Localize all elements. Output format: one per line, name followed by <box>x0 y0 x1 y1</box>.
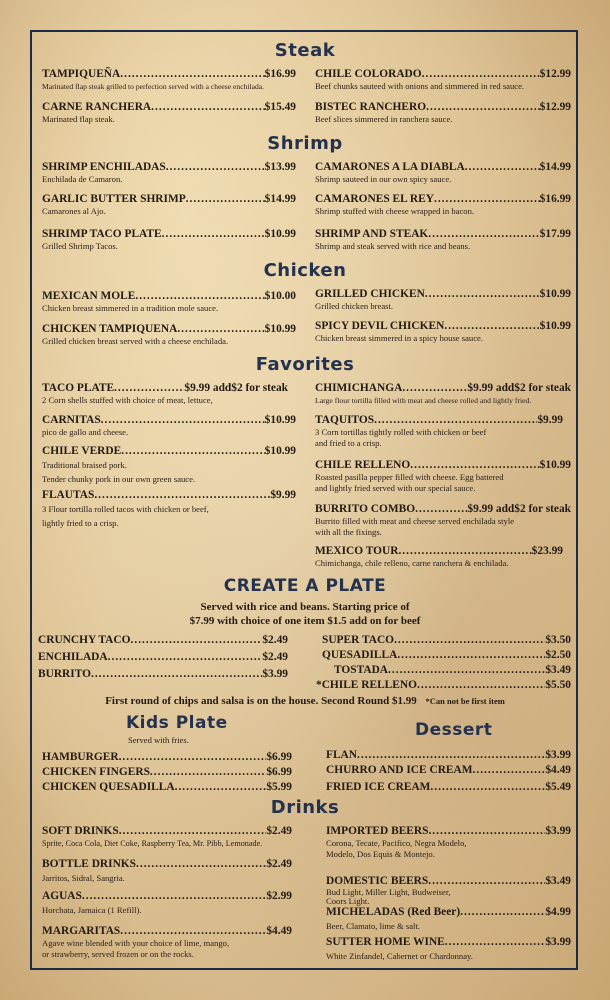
item-price: $6.99 <box>266 751 292 763</box>
item-name: SHRIMP TACO PLATE <box>42 228 162 240</box>
item-description: Enchilada de Camaron. <box>42 174 123 184</box>
menu-item-burrito <box>38 668 288 681</box>
item-price: $3.49 <box>545 664 571 676</box>
item-description: Agave wine blended with your choice of lime, mango, <box>42 938 230 948</box>
menu-item-bottle-drinks <box>42 858 292 884</box>
item-name: CHICKEN QUESADILLA <box>42 781 175 793</box>
item-description: Marinated flap steak. <box>42 114 115 124</box>
menu-item-chile-colorado <box>315 68 571 92</box>
item-name: SPICY DEVIL CHICKEN <box>315 320 445 332</box>
item-description: 2 Corn shells stuffed with choice of meat, lettuce, <box>42 395 213 405</box>
item-description: 3 Flour tortilla rolled tacos with chicken or beef, <box>42 504 209 514</box>
item-name: SHRIMP AND STEAK <box>315 228 429 240</box>
item-price: $9.99 add$2 for steak <box>467 382 571 394</box>
menu-item-mexico-tour <box>315 545 563 569</box>
not-first-note: *Can not be first item <box>425 696 505 706</box>
item-description: Beer, Clamato, lime & salt. <box>326 921 420 931</box>
menu-item-camarones-el-rey <box>315 193 571 217</box>
item-name: CHILE COLORADO <box>315 68 422 80</box>
item-description: 3 Corn tortillas tightly rolled with chicken or beef <box>315 427 487 437</box>
chips-note-text: First round of chips and salsa is on the house. Second Round $1.99 <box>105 695 417 707</box>
item-price: $9.99 <box>537 414 563 426</box>
section-heading-dessert: Dessert <box>415 720 493 740</box>
item-name: IMPORTED BEERS <box>326 825 429 837</box>
item-name: CAMARONES EL REY <box>315 193 434 205</box>
item-price: $17.99 <box>539 228 571 240</box>
item-description: White Zinfandel, Cabernet or Chardonnay. <box>326 951 473 961</box>
item-name: CHICKEN FINGERS <box>42 766 150 778</box>
menu-item-flautas <box>42 489 296 529</box>
item-name: MICHELADAS (Red Beer) <box>326 906 461 918</box>
item-description: Shrimp stuffed with cheese wrapped in bacon. <box>315 206 475 216</box>
menu-item-chile-relleno <box>315 459 571 494</box>
menu-item-taquitos <box>315 414 563 449</box>
menu-item-shrimp-enchiladas <box>42 161 296 185</box>
menu-item-tostada <box>334 664 571 677</box>
item-description: with all the fixings. <box>315 527 382 537</box>
item-description: Roasted pasilla pepper filled with cheese. Egg battered <box>315 472 504 482</box>
item-description: Chicken breast simmered in a spicy house sauce. <box>315 333 484 343</box>
item-price: $3.99 <box>545 936 571 948</box>
menu-item-spicy-devil-chicken <box>315 320 571 344</box>
item-price: $10.99 <box>539 459 571 471</box>
menu-item-carnitas <box>42 414 296 438</box>
item-description: Grilled chicken breast served with a cheese enchilada. <box>42 336 229 346</box>
item-name: BISTEC RANCHERO <box>315 101 427 113</box>
item-price: $2.99 <box>266 890 292 902</box>
menu-item-mexican-mole <box>42 290 296 314</box>
item-name: BURRITO COMBO <box>315 503 416 515</box>
menu-item-burrito-combo <box>315 503 571 538</box>
menu-item-chicken-tampiquena <box>42 323 296 347</box>
create-plate-intro: $7.99 with choice of one item $1.5 add on for beef <box>189 615 421 627</box>
menu-item-chicken-quesadilla <box>42 781 292 794</box>
item-name: CRUNCHY TACO <box>38 634 131 646</box>
section-heading-favorites: Favorites <box>255 354 355 375</box>
item-name: SUPER TACO <box>322 634 395 646</box>
item-description: Traditional braised pork. <box>42 460 127 470</box>
item-description: Beef slices simmered in ranchera sauce. <box>315 114 453 124</box>
item-price: $10.99 <box>264 445 296 457</box>
section-heading-kids-plate: Kids Plate <box>126 713 228 733</box>
item-price: $2.49 <box>266 825 292 837</box>
section-heading-shrimp: Shrimp <box>267 133 343 154</box>
section-heading-drinks: Drinks <box>270 797 340 818</box>
item-price: $3.99 <box>545 825 571 837</box>
item-name: CARNITAS <box>42 414 101 426</box>
item-price: $9.99 add$2 for steak <box>184 382 288 394</box>
menu-item-taco-plate <box>42 382 288 406</box>
item-name: MEXICO TOUR <box>315 545 399 557</box>
item-price: $5.99 <box>266 781 292 793</box>
menu-item-enchilada <box>38 651 288 664</box>
menu-item-grilled-chicken <box>315 288 571 312</box>
create-plate-intro: Served with rice and beans. Starting price of <box>200 601 410 613</box>
menu-item-aguas <box>42 890 292 916</box>
item-description: and lightly fried served with our special sauce. <box>315 483 476 493</box>
item-description: Chimichanga, chile relleno, carne ranchera & enchilada. <box>315 558 509 568</box>
item-price: $4.49 <box>545 764 571 776</box>
menu-item-margaritas <box>42 925 292 960</box>
item-price: $6.99 <box>266 766 292 778</box>
item-name: TOSTADA <box>334 664 389 676</box>
section-heading-steak: Steak <box>274 40 336 61</box>
menu-item-crunchy-taco <box>38 634 288 647</box>
menu-item-fried-ice-cream <box>326 781 571 794</box>
item-description: Shrimp and steak served with rice and beans. <box>315 241 471 251</box>
item-price: $3.99 <box>262 668 288 680</box>
menu-item-shrimp-taco-plate <box>42 228 296 252</box>
item-description: Grilled Shrimp Tacos. <box>42 241 118 251</box>
item-price: $2.49 <box>266 858 292 870</box>
item-price: $10.00 <box>264 290 296 302</box>
item-price: $23.99 <box>531 545 563 557</box>
item-price: $2.50 <box>545 649 571 661</box>
item-price: $12.99 <box>539 101 571 113</box>
item-name: ENCHILADA <box>38 651 108 663</box>
item-description: Chicken breast simmered in a tradition mole sauce. <box>42 303 219 313</box>
menu-item-tampiquena <box>42 68 296 92</box>
item-description: Marinated flap steak grilled to perfection served with a cheese enchilada. <box>42 82 265 91</box>
item-name: BURRITO <box>38 668 91 680</box>
item-name: QUESADILLA <box>322 649 398 661</box>
menu-item-domestic-beers <box>326 875 571 906</box>
menu-item-quesadilla <box>322 649 571 662</box>
item-price: $5.49 <box>545 781 571 793</box>
item-price: $5.50 <box>545 679 571 691</box>
item-name: CHILE RELLENO <box>315 459 411 471</box>
item-name: CHURRO AND ICE CREAM <box>326 764 473 776</box>
item-name: SOFT DRINKS <box>42 825 119 837</box>
menu-item-shrimp-and-steak <box>315 228 571 252</box>
item-price: $10.99 <box>264 323 296 335</box>
menu-item-bistec-ranchero <box>315 101 571 125</box>
item-name: TAMPIQUEÑA <box>42 68 121 80</box>
item-price: $3.99 <box>545 749 571 761</box>
item-description: Jarritos, Sidral, Sangria. <box>42 873 125 883</box>
item-price: $9.99 <box>270 489 296 501</box>
item-price: $14.99 <box>539 161 571 173</box>
item-name: GRILLED CHICKEN <box>315 288 425 300</box>
menu-item-camarones-diabla <box>315 161 571 185</box>
menu-item-sutter-home-wine <box>326 936 571 962</box>
menu-item-chimichanga <box>315 382 571 406</box>
item-description: lightly fried to a crisp. <box>42 518 119 528</box>
item-name: FLAUTAS <box>42 489 95 501</box>
menu-item-super-taco <box>322 634 571 647</box>
item-description: Modelo, Dos Equis & Montejo. <box>326 849 435 859</box>
item-price: $2.49 <box>262 651 288 663</box>
item-name: TACO PLATE <box>42 382 115 394</box>
item-name: MARGARITAS <box>42 925 121 937</box>
item-description: Large flour tortilla filled with meat and cheese rolled and lightly fried. <box>315 396 532 405</box>
item-description: Sprite, Coca Cola, Diet Coke, Raspberry Tea, Mr. Pibb, Lemonade. <box>42 839 263 848</box>
item-price: $10.99 <box>539 320 571 332</box>
item-description: Beef chunks sauteed with onions and simmered in red sauce. <box>315 81 525 91</box>
item-price: $12.99 <box>539 68 571 80</box>
item-price: $4.99 <box>545 906 571 918</box>
item-price: $13.99 <box>264 161 296 173</box>
item-description: Tender chunky pork in our own green sauce. <box>42 474 196 484</box>
item-name: GARLIC BUTTER SHRIMP <box>42 193 186 205</box>
menu-item-churro-ice-cream <box>326 764 571 777</box>
item-description: Horchata, Jamaica (1 Refill). <box>42 905 142 915</box>
menu-item-chile-relleno-addon <box>316 679 571 692</box>
menu-item-garlic-butter-shrimp <box>42 193 296 217</box>
item-name: HAMBURGER <box>42 751 119 763</box>
item-price: $9.99 add$2 for steak <box>467 503 571 515</box>
item-description: Shrimp sauteed in our own spicy sauce. <box>315 174 452 184</box>
kids-subtitle: Served with fries. <box>128 735 189 745</box>
menu-item-flan <box>326 749 571 762</box>
item-description: and fried to a crisp. <box>315 438 382 448</box>
item-price: $2.49 <box>262 634 288 646</box>
item-description: Corona, Tecate, Pacifico, Negra Modelo, <box>326 838 467 848</box>
chips-note <box>0 694 610 708</box>
item-name: FLAN <box>326 749 358 761</box>
item-price: $3.50 <box>545 634 571 646</box>
item-name: CHICKEN TAMPIQUENA <box>42 323 178 335</box>
item-name: AGUAS <box>42 890 82 902</box>
item-description: Coors Light. <box>326 896 370 906</box>
item-name: SHRIMP ENCHILADAS <box>42 161 166 173</box>
item-price: $16.99 <box>264 68 296 80</box>
item-name: *CHILE RELLENO <box>316 679 417 691</box>
item-description: Burrito filled with meat and cheese served enchilada style <box>315 516 515 526</box>
menu-item-hamburger <box>42 751 292 764</box>
item-price: $10.99 <box>264 228 296 240</box>
item-description: Grilled chicken breast. <box>315 301 394 311</box>
item-name: BOTTLE DRINKS <box>42 858 137 870</box>
menu-item-imported-beers <box>326 825 571 860</box>
item-name: MEXICAN MOLE <box>42 290 136 302</box>
item-description: Camarones al Ajo. <box>42 206 106 216</box>
menu-item-micheladas <box>326 906 571 932</box>
item-name: CHILE VERDE <box>42 445 122 457</box>
menu-item-carne-ranchera <box>42 101 296 125</box>
item-description: Bud Light, Miller Light, Budweiser, <box>326 887 451 897</box>
item-name: TAQUITOS <box>315 414 375 426</box>
item-price: $10.99 <box>539 288 571 300</box>
item-name: SUTTER HOME WINE <box>326 936 445 948</box>
section-heading-chicken: Chicken <box>263 260 347 281</box>
item-name: CARNE RANCHERA <box>42 101 152 113</box>
item-price: $16.99 <box>539 193 571 205</box>
item-description: pico de gallo and cheese. <box>42 427 129 437</box>
item-name: CAMARONES A LA DIABLA <box>315 161 465 173</box>
item-name: CHIMICHANGA <box>315 382 403 394</box>
menu-item-chicken-fingers <box>42 766 292 779</box>
item-price: $15.49 <box>264 101 296 113</box>
item-price: $14.99 <box>264 193 296 205</box>
item-name: DOMESTIC BEERS <box>326 875 429 887</box>
item-name: FRIED ICE CREAM <box>326 781 431 793</box>
item-price: $4.49 <box>266 925 292 937</box>
menu-item-soft-drinks <box>42 825 292 849</box>
item-description: or strawberry, served frozen or on the rocks. <box>42 949 194 959</box>
item-price: $10.99 <box>264 414 296 426</box>
menu-item-chile-verde <box>42 445 296 485</box>
item-price: $3.49 <box>545 875 571 887</box>
section-heading-create-a-plate: CREATE A PLATE <box>223 576 387 596</box>
